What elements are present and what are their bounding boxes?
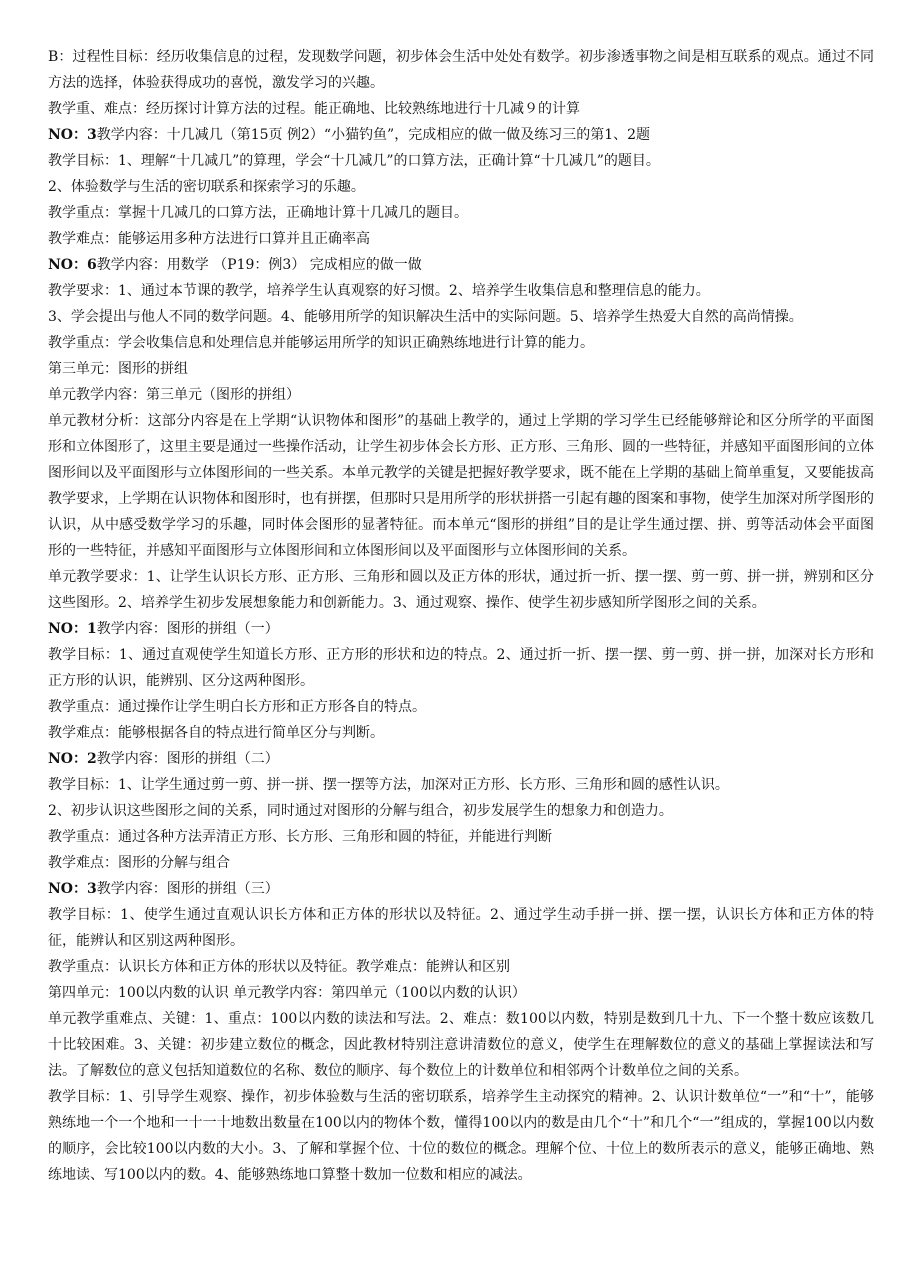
paragraph-text: 教学重点：通过各种方法弄清正方形、长方形、三角形和圆的特征，并能进行判断 [48,829,552,845]
unit-heading [48,980,874,1006]
paragraph-text: 教学重点：学会收集信息和处理信息并能够运用所学的知识正确熟练地进行计算的能力。 [48,335,594,351]
paragraph-key-point [48,824,874,850]
paragraph-text: 2、体验数学与生活的密切联系和探索学习的乐趣。 [48,179,365,195]
unit-material-analysis [48,408,874,564]
lesson-heading [48,876,874,902]
paragraph-text: 第四单元：100以内数的认识 单元教学内容：第四单元（100以内数的认识） [48,985,526,1001]
lesson-content: 教学内容：图形的拼组（二） [96,751,279,767]
paragraph-key-point [48,330,874,356]
paragraph-text: 教学重点：通过操作让学生明白长方形和正方形各自的特点。 [48,699,426,715]
paragraph-text: 教学目标：1、引导学生观察、操作，初步体验数与生活的密切联系，培养学生主动探究的精神。2、认识计数单位“一”和“十”，能够熟练地一个一个地和一十一十地数出数量在100以内的物体个数，懂得100以内的数是由几个“十”和几个“一”组成的，掌握100以内数的顺序，会比较100以内数的大小。3、了解和掌握个位、十位的数位的概念。理解个位、十位上的数所表示的意义，能够正确地、熟练地读、写100以内的数。4、能够熟练地口算整十数加一位数和相应的减法。 [48,1089,874,1183]
paragraph-key-point [48,200,874,226]
paragraph-goal-2 [48,174,874,200]
unit-content [48,382,874,408]
paragraph-text: 单元教材分析：这部分内容是在上学期“认识物体和图形”的基础上教学的，通过上学期的学习学生已经能够辩论和区分所学的平面图形和立体图形了，这里主要是通过一些操作活动，让学生初步体会长方形、正方形、三角形、圆的一些特征，并感知平面图形间的立体图形间以及平面图形与立体图形间的一些关系。本单元教学的关键是把握好教学要求，既不能在上学期的基础上简单重复，又要能拔高教学要求，上学期在认识物体和图形时，也有拼摆，但那时只是用所学的形状拼搭一引起有趣的图案和事物，使学生加深对所学图形的认识，从中感受数学学习的乐趣，同时体会图形的显著特征。而本单元“图形的拼组”目的是让学生通过摆、拼、剪等活动体会平面图形的一些特征，并感知平面图形与立体图形间和立体图形间以及平面图形与立体图形间的关系。 [48,413,874,559]
paragraph-text: 教学要求：1、通过本节课的教学，培养学生认真观察的好习惯。2、培养学生收集信息和整理信息的能力。 [48,283,710,299]
paragraph-goal-2 [48,798,874,824]
lesson-content: 教学内容：用数学 （P19：例3） 完成相应的做一做 [96,257,422,273]
paragraph-text: 教学目标：1、让学生通过剪一剪、拼一拼、摆一摆等方法，加深对正方形、长方形、三角形和圆的感性认识。 [48,777,729,793]
paragraph-process-goal [48,44,874,96]
paragraph-key-point [48,694,874,720]
unit-teaching-requirements [48,564,874,616]
paragraph-text: 教学目标：1、使学生通过直观认识长方体和正方体的形状以及特征。2、通过学生动手拼一拼、摆一摆，认识长方体和正方体的特征，能辨认和区别这两种图形。 [48,907,874,949]
paragraph-key-difficult-points [48,96,874,122]
lesson-heading [48,746,874,772]
lesson-number: NO：6 [48,257,97,273]
lesson-content: 教学内容：十几减几（第15页 例2）“小猫钓鱼”，完成相应的做一做及练习三的第1、2题 [96,127,651,143]
lesson-heading [48,616,874,642]
paragraph-text: 单元教学重难点、关键：1、重点：100以内数的读法和写法。2、难点：数100以内数，特别是数到几十九、下一个整十数应该数几十比较困难。3、关键：初步建立数位的概念，因此教材特别注意讲清数位的意义，使学生在理解数位的意义的基础上掌握读法和写法。了解数位的意义包括知道数位的名称、数位的顺序、每个数位上的计数单位和相邻两个计数单位之间的关系。 [48,1011,874,1079]
paragraph-teaching-goal [48,772,874,798]
paragraph-text: 第三单元：图形的拼组 [48,361,188,377]
lesson-number: NO：3 [48,881,97,897]
document-page [48,44,874,1188]
paragraph-text: 教学重、难点：经历探讨计算方法的过程。能正确地、比较熟练地进行十几减９的计算 [48,101,580,117]
paragraph-difficult-point [48,226,874,252]
paragraph-requirements-cont [48,304,874,330]
unit-key-difficult-points [48,1006,874,1084]
paragraph-key-difficult-points [48,954,874,980]
paragraph-text: 教学难点：图形的分解与组合 [48,855,230,871]
paragraph-text: 单元教学要求：1、让学生认识长方形、正方形、三角形和圆以及正方体的形状，通过折一折、摆一摆、剪一剪、拼一拼，辨别和区分这些图形。2、培养学生初步发展想象能力和创新能力。3、通过观察、操作、使学生初步感知所学图形之间的关系。 [48,569,874,611]
paragraph-text: 教学难点：能够根据各自的特点进行简单区分与判断。 [48,725,384,741]
paragraph-teaching-goal [48,902,874,954]
paragraph-teaching-goal [48,642,874,694]
unit-heading [48,356,874,382]
paragraph-text: 教学重点：认识长方体和正方体的形状以及特征。教学难点：能辨认和区别 [48,959,510,975]
paragraph-teaching-requirements [48,278,874,304]
paragraph-text: 3、学会提出与他人不同的数学问题。4、能够用所学的知识解决生活中的实际问题。5、培养学生热爱大自然的高尚情操。 [48,309,803,325]
lesson-content: 教学内容：图形的拼组（一） [96,621,279,637]
paragraph-difficult-point [48,720,874,746]
lesson-number: NO：1 [48,621,97,637]
lesson-content: 教学内容：图形的拼组（三） [96,881,279,897]
paragraph-text: 教学目标：1、理解“十几减几”的算理，学会“十几减几”的口算方法，正确计算“十几减几”的题目。 [48,153,660,169]
paragraph-text: 教学难点：能够运用多种方法进行口算并且正确率高 [48,231,370,247]
paragraph-teaching-goal [48,148,874,174]
lesson-number: NO：2 [48,751,97,767]
paragraph-teaching-goal [48,1084,874,1188]
paragraph-text: B：过程性目标：经历收集信息的过程，发现数学问题，初步体会生活中处处有数学。初步渗透事物之间是相互联系的观点。通过不同方法的选择，体验获得成功的喜悦，激发学习的兴趣。 [48,49,874,91]
paragraph-text: 2、初步认识这些图形之间的关系，同时通过对图形的分解与组合，初步发展学生的想象力和创造力。 [48,803,673,819]
paragraph-text: 教学目标：1、通过直观使学生知道长方形、正方形的形状和边的特点。2、通过折一折、摆一摆、剪一剪、拼一拼，加深对长方形和正方形的认识，能辨别、区分这两种图形。 [48,647,874,689]
lesson-heading [48,122,874,148]
paragraph-text: 单元教学内容：第三单元（图形的拼组） [48,387,300,403]
paragraph-text: 教学重点：掌握十几减几的口算方法，正确地计算十几减几的题目。 [48,205,468,221]
lesson-heading [48,252,874,278]
paragraph-difficult-point [48,850,874,876]
lesson-number: NO：3 [48,127,97,143]
